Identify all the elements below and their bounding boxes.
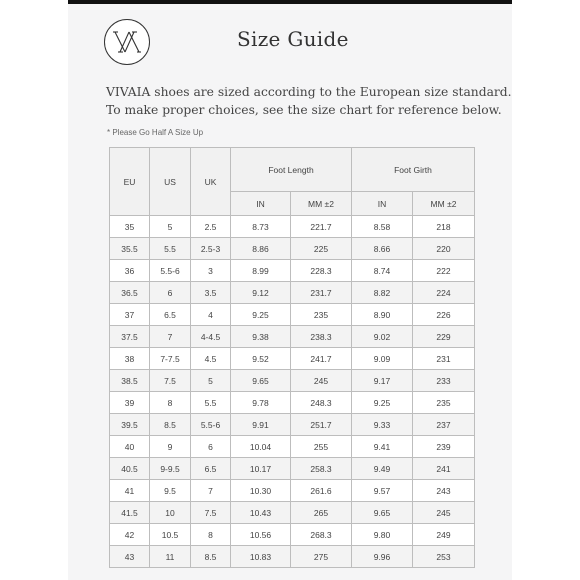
cell-girth-in: 9.33	[352, 414, 413, 436]
table-row	[110, 480, 475, 502]
cell-eu-size: 35	[110, 216, 150, 238]
table-row	[110, 458, 475, 480]
cell-length-mm: 231.7	[291, 282, 352, 304]
cell-girth-in: 9.57	[352, 480, 413, 502]
table-row	[110, 524, 475, 546]
cell-eu-size: 36.5	[110, 282, 150, 304]
col-header-length-mm: MM ±2	[291, 192, 352, 216]
col-header-length-in: IN	[231, 192, 291, 216]
cell-girth-in: 9.17	[352, 370, 413, 392]
cell-uk-size: 8	[191, 524, 231, 546]
cell-length-mm: 265	[291, 502, 352, 524]
cell-eu-size: 36	[110, 260, 150, 282]
intro-line-1: VIVAIA shoes are sized according to the European size standard.	[106, 85, 512, 99]
cell-uk-size: 6.5	[191, 458, 231, 480]
cell-girth-in: 9.65	[352, 502, 413, 524]
table-row	[110, 370, 475, 392]
cell-girth-mm: 249	[413, 524, 475, 546]
intro-line-2: To make proper choices, see the size chart for reference below.	[106, 103, 502, 117]
cell-girth-mm: 241	[413, 458, 475, 480]
cell-girth-mm: 237	[413, 414, 475, 436]
cell-girth-mm: 243	[413, 480, 475, 502]
cell-length-mm: 255	[291, 436, 352, 458]
cell-length-mm: 258.3	[291, 458, 352, 480]
cell-length-mm: 241.7	[291, 348, 352, 370]
cell-girth-in: 9.02	[352, 326, 413, 348]
cell-length-mm: 245	[291, 370, 352, 392]
cell-eu-size: 39.5	[110, 414, 150, 436]
cell-girth-in: 8.74	[352, 260, 413, 282]
cell-length-in: 9.38	[231, 326, 291, 348]
cell-uk-size: 4-4.5	[191, 326, 231, 348]
table-row	[110, 216, 475, 238]
col-header-eu: EU	[110, 148, 150, 216]
table-row	[110, 436, 475, 458]
cell-girth-mm: 231	[413, 348, 475, 370]
vivaia-logo-icon	[104, 19, 150, 65]
cell-length-mm: 268.3	[291, 524, 352, 546]
cell-uk-size: 8.5	[191, 546, 231, 568]
cell-girth-in: 9.96	[352, 546, 413, 568]
size-note: * Please Go Half A Size Up	[107, 128, 204, 137]
cell-uk-size: 3.5	[191, 282, 231, 304]
cell-girth-in: 8.82	[352, 282, 413, 304]
cell-us-size: 10	[150, 502, 191, 524]
cell-eu-size: 43	[110, 546, 150, 568]
cell-length-in: 8.99	[231, 260, 291, 282]
cell-us-size: 10.5	[150, 524, 191, 546]
cell-length-mm: 225	[291, 238, 352, 260]
cell-uk-size: 7	[191, 480, 231, 502]
cell-uk-size: 7.5	[191, 502, 231, 524]
cell-length-mm: 248.3	[291, 392, 352, 414]
cell-length-mm: 275	[291, 546, 352, 568]
table-row	[110, 260, 475, 282]
table-row	[110, 546, 475, 568]
cell-length-mm: 238.3	[291, 326, 352, 348]
cell-eu-size: 41.5	[110, 502, 150, 524]
table-row	[110, 326, 475, 348]
cell-us-size: 9-9.5	[150, 458, 191, 480]
cell-length-in: 10.56	[231, 524, 291, 546]
col-header-foot-length: Foot Length	[231, 148, 352, 192]
col-header-us: US	[150, 148, 191, 216]
cell-girth-mm: 235	[413, 392, 475, 414]
cell-eu-size: 35.5	[110, 238, 150, 260]
cell-eu-size: 40.5	[110, 458, 150, 480]
cell-girth-mm: 239	[413, 436, 475, 458]
cell-girth-mm: 218	[413, 216, 475, 238]
cell-eu-size: 37.5	[110, 326, 150, 348]
cell-length-in: 10.83	[231, 546, 291, 568]
cell-eu-size: 39	[110, 392, 150, 414]
cell-length-mm: 221.7	[291, 216, 352, 238]
cell-length-in: 10.43	[231, 502, 291, 524]
cell-girth-in: 9.80	[352, 524, 413, 546]
cell-us-size: 7.5	[150, 370, 191, 392]
cell-length-in: 10.04	[231, 436, 291, 458]
cell-us-size: 11	[150, 546, 191, 568]
col-header-foot-girth: Foot Girth	[352, 148, 475, 192]
cell-length-in: 9.78	[231, 392, 291, 414]
cell-length-in: 9.25	[231, 304, 291, 326]
cell-girth-mm: 253	[413, 546, 475, 568]
cell-eu-size: 42	[110, 524, 150, 546]
table-row	[110, 414, 475, 436]
cell-us-size: 6	[150, 282, 191, 304]
cell-us-size: 8	[150, 392, 191, 414]
cell-girth-in: 9.49	[352, 458, 413, 480]
cell-uk-size: 5.5-6	[191, 414, 231, 436]
table-body	[110, 216, 475, 568]
table-row	[110, 282, 475, 304]
cell-length-mm: 261.6	[291, 480, 352, 502]
cell-uk-size: 5	[191, 370, 231, 392]
table-row	[110, 238, 475, 260]
cell-girth-in: 9.09	[352, 348, 413, 370]
cell-length-in: 9.52	[231, 348, 291, 370]
vivaia-monogram-icon	[112, 29, 142, 55]
cell-girth-in: 9.41	[352, 436, 413, 458]
cell-uk-size: 5.5	[191, 392, 231, 414]
cell-girth-in: 8.66	[352, 238, 413, 260]
cell-girth-mm: 245	[413, 502, 475, 524]
cell-girth-mm: 226	[413, 304, 475, 326]
table-row	[110, 348, 475, 370]
cell-eu-size: 38	[110, 348, 150, 370]
cell-length-in: 9.65	[231, 370, 291, 392]
cell-length-in: 10.17	[231, 458, 291, 480]
cell-us-size: 7-7.5	[150, 348, 191, 370]
cell-girth-mm: 229	[413, 326, 475, 348]
col-header-girth-in: IN	[352, 192, 413, 216]
cell-eu-size: 41	[110, 480, 150, 502]
cell-girth-in: 8.90	[352, 304, 413, 326]
cell-girth-mm: 222	[413, 260, 475, 282]
cell-us-size: 9	[150, 436, 191, 458]
cell-eu-size: 37	[110, 304, 150, 326]
cell-uk-size: 4.5	[191, 348, 231, 370]
cell-length-mm: 228.3	[291, 260, 352, 282]
size-chart-table	[109, 147, 475, 568]
cell-us-size: 6.5	[150, 304, 191, 326]
cell-length-mm: 251.7	[291, 414, 352, 436]
cell-girth-in: 9.25	[352, 392, 413, 414]
table-row	[110, 304, 475, 326]
cell-us-size: 9.5	[150, 480, 191, 502]
cell-eu-size: 38.5	[110, 370, 150, 392]
page-title: Size Guide	[237, 27, 349, 51]
cell-length-in: 8.86	[231, 238, 291, 260]
col-header-girth-mm: MM ±2	[413, 192, 475, 216]
cell-length-in: 9.91	[231, 414, 291, 436]
cell-girth-mm: 224	[413, 282, 475, 304]
cell-girth-in: 8.58	[352, 216, 413, 238]
cell-uk-size: 2.5-3	[191, 238, 231, 260]
cell-us-size: 8.5	[150, 414, 191, 436]
cell-girth-mm: 233	[413, 370, 475, 392]
table-row	[110, 392, 475, 414]
cell-uk-size: 6	[191, 436, 231, 458]
cell-length-in: 9.12	[231, 282, 291, 304]
cell-us-size: 5.5-6	[150, 260, 191, 282]
cell-uk-size: 4	[191, 304, 231, 326]
cell-us-size: 5	[150, 216, 191, 238]
cell-length-mm: 235	[291, 304, 352, 326]
cell-us-size: 5.5	[150, 238, 191, 260]
cell-eu-size: 40	[110, 436, 150, 458]
table-row	[110, 502, 475, 524]
intro-paragraph	[106, 83, 512, 119]
col-header-uk: UK	[191, 148, 231, 216]
cell-girth-mm: 220	[413, 238, 475, 260]
cell-length-in: 8.73	[231, 216, 291, 238]
table-header-row	[110, 148, 475, 192]
cell-us-size: 7	[150, 326, 191, 348]
cell-length-in: 10.30	[231, 480, 291, 502]
cell-uk-size: 2.5	[191, 216, 231, 238]
cell-uk-size: 3	[191, 260, 231, 282]
